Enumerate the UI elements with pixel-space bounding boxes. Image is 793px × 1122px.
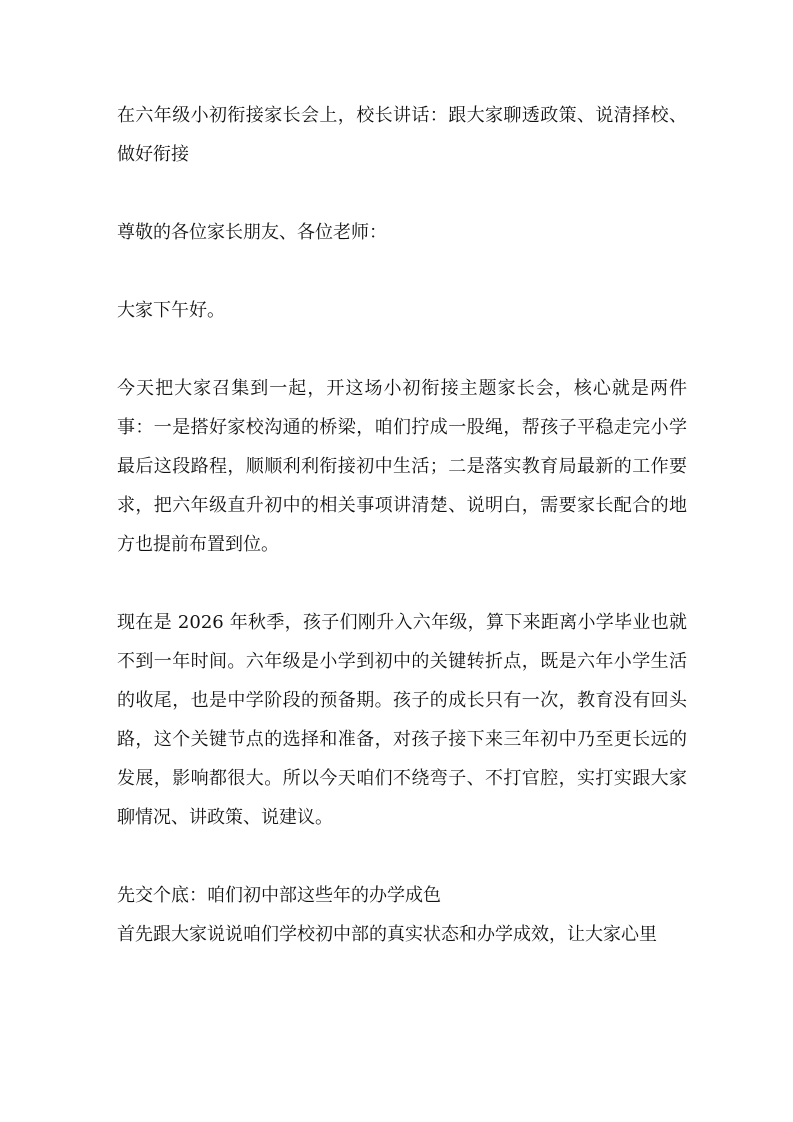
salutation: 尊敬的各位家长朋友、各位老师： xyxy=(117,222,387,243)
document-body xyxy=(117,96,687,954)
paragraph-school-intro: 首先跟大家说说咱们学校初中部的真实状态和办学成效，让大家心里 xyxy=(117,924,657,945)
section-heading: 先交个底：咱们初中部这些年的办学成色 xyxy=(117,885,441,906)
paragraph-context: 现在是 2026 年秋季，孩子们刚升入六年级，算下来距离小学毕业也就不到一年时间。六年级是小学到初中的关键转折点，既是六年小学生活的收尾，也是中学阶段的预备期。孩子的成长只有一次，教育没有回头路，这个关键节点的选择和准备，对孩子接下来三年初中乃至更长远的发展，影响都很大。所以今天咱们不绕弯子、不打官腔，实打实跟大家聊情况、讲政策、说建议。 xyxy=(117,612,687,828)
greeting: 大家下午好。 xyxy=(117,300,225,321)
paragraph-opening: 今天把大家召集到一起，开这场小初衔接主题家长会，核心就是两件事：一是搭好家校沟通的桥梁，咱们拧成一股绳，帮孩子平稳走完小学最后这段路程，顺顺利利衔接初中生活；二是落实教育局最新的工作要求，把六年级直升初中的相关事项讲清楚、说明白，需要家长配合的地方也提前布置到位。 xyxy=(117,378,687,555)
document-title: 在六年级小初衔接家长会上，校长讲话：跟大家聊透政策、说清择校、做好衔接 xyxy=(117,105,687,165)
